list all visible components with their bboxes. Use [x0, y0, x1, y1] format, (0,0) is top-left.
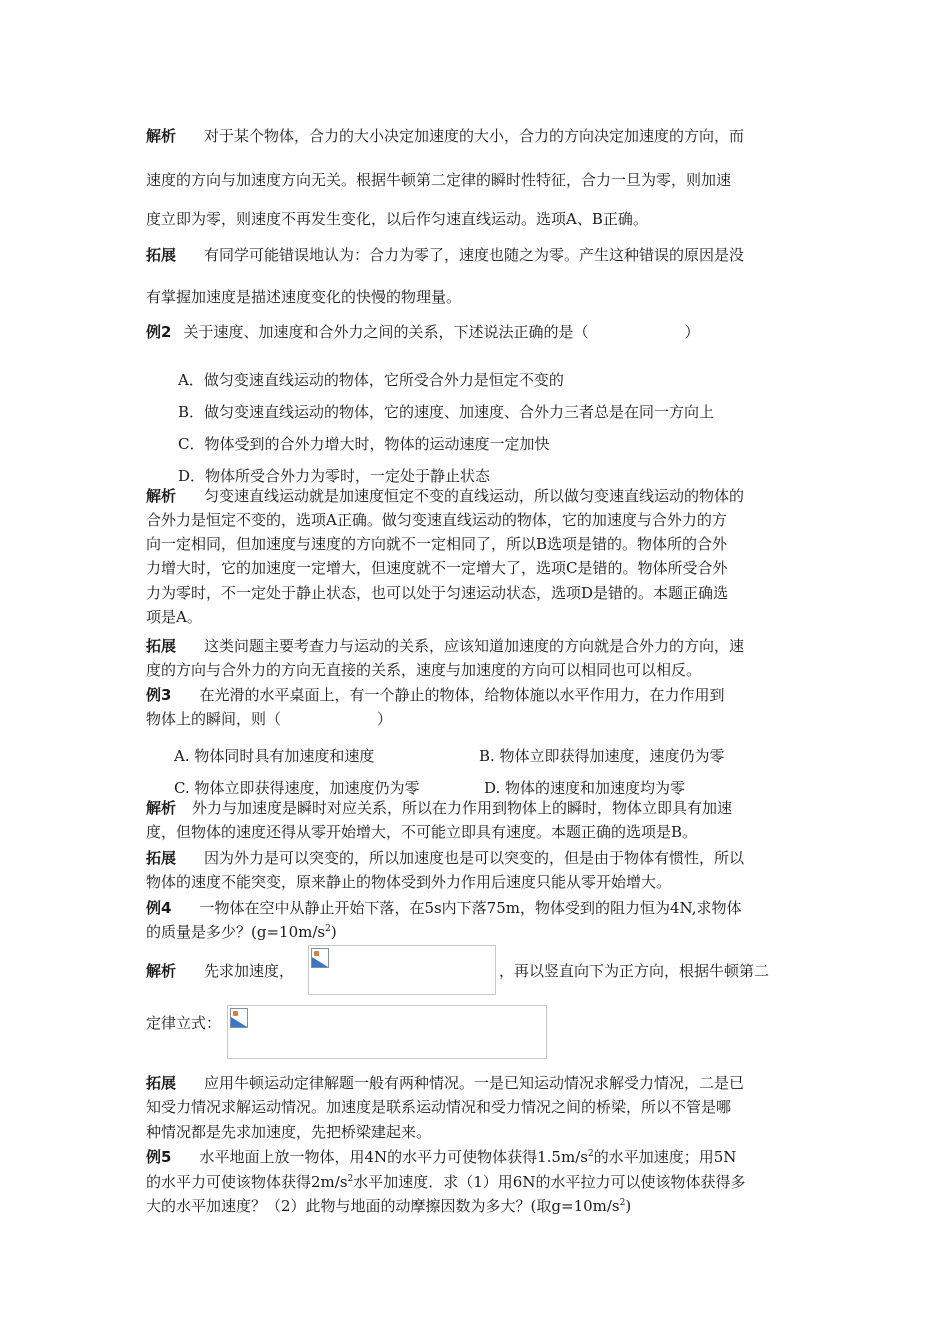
question-text: 水平地面上放一物体，用4N的水平力可使物体获得1.5m/s	[199, 1148, 588, 1166]
close-paren: ）	[377, 710, 393, 728]
example-label: 例4	[146, 899, 172, 917]
option-c: C. 物体立即获得速度，加速度仍为零	[174, 779, 420, 797]
question-line	[146, 1196, 631, 1216]
extension-label: 拓展	[146, 849, 177, 867]
question-text: 的水平力可使该物体获得2m/s	[146, 1173, 348, 1191]
example-label: 例5	[146, 1148, 172, 1166]
option-a: A. 物体同时具有加速度和速度	[174, 747, 375, 765]
question-line	[146, 1172, 745, 1192]
formula-image	[308, 945, 496, 995]
text-line: 速度的方向与加速度方向无关。根据牛顿第二定律的瞬时性特征，合力一旦为零，则加速	[146, 171, 732, 189]
analysis-paragraph-line	[146, 798, 732, 818]
text-line: 物体的速度不能突变，原来静止的物体受到外力作用后速度只能从零开始增大。	[146, 873, 672, 891]
text-line: ，再以竖直向下为正方向，根据牛顿第二	[499, 962, 770, 980]
text-line: 合外力是恒定不变的，选项A正确。做匀变速直线运动的物体，它的加速度与合外力的方	[146, 511, 727, 529]
text-line: 匀变速直线运动就是加速度恒定不变的直线运动，所以做匀变速直线运动的物体的	[204, 487, 745, 505]
question-text: )	[330, 923, 337, 941]
text-line: 有掌握加速度是描述速度变化的快慢的物理量。	[146, 288, 462, 306]
question-text: 水平加速度．求（1）用6N的水平拉力可以使该物体获得多	[353, 1173, 746, 1191]
broken-image-icon	[311, 948, 329, 968]
question-text: 在光滑的水平桌面上，有一个静止的物体，给物体施以水平作用力，在力作用到	[199, 686, 725, 704]
question-line	[146, 709, 392, 729]
superscript: 2	[587, 1149, 594, 1159]
extension-label: 拓展	[146, 1074, 177, 1092]
analysis-label: 解析	[146, 962, 177, 980]
example-2-question	[146, 322, 699, 342]
text-line: 知受力情况求解运动情况。加速度是联系运动情况和受力情况之间的桥梁，所以不管是哪	[146, 1098, 732, 1116]
option-c: C．物体受到的合外力增大时，物体的运动速度一定加快	[178, 435, 550, 453]
analysis-label: 解析	[146, 799, 177, 817]
close-paren: ）	[684, 323, 700, 341]
question-text: 的水平加速度；用5N	[593, 1148, 737, 1166]
text-line: 先求加速度，	[204, 962, 295, 980]
text-line: 对于某个物体，合力的大小决定加速度的大小，合力的方向决定加速度的方向，而	[204, 127, 745, 145]
text-line: 向一定相同，但加速度与速度的方向就不一定相同了，所以B选项是错的。物体所的合外	[146, 535, 728, 553]
superscript: 2	[619, 1198, 626, 1208]
option-b: B．做匀变速直线运动的物体，它的速度、加速度、合外力三者总是在同一方向上	[178, 403, 715, 421]
analysis-paragraph-line	[146, 961, 294, 981]
question-text: 关于速度、加速度和合外力之间的关系，下述说法正确的是（	[183, 323, 589, 341]
text-line: 有同学可能错误地认为：合力为零了，速度也随之为零。产生这种错误的原因是没	[204, 246, 745, 264]
question-line	[146, 922, 337, 942]
broken-image-icon	[230, 1008, 248, 1028]
text-line: 度，但物体的速度还得从零开始增大，不可能立即具有速度。本题正确的选项是B。	[146, 823, 698, 841]
text-line: 项是A。	[146, 608, 202, 626]
superscript: 2	[347, 1174, 354, 1184]
formula-image	[227, 1005, 547, 1059]
example-label: 例2	[146, 323, 172, 341]
option-a: A．做匀变速直线运动的物体，它所受合外力是恒定不变的	[178, 371, 564, 389]
example-5-question	[146, 1147, 736, 1167]
extension-paragraph-line	[146, 636, 744, 656]
extension-paragraph-line	[146, 245, 744, 265]
option-d: D. 物体的速度和加速度均为零	[484, 779, 686, 797]
text-line: 应用牛顿运动定律解题一般有两种情况。一是已知运动情况求解受力情况，二是已	[204, 1074, 745, 1092]
text-line: 这类问题主要考查力与运动的关系，应该知道加速度的方向就是合外力的方向，速	[204, 637, 745, 655]
example-4-question	[146, 898, 741, 918]
text-line: 因为外力是可以突变的，所以加速度也是可以突变的，但是由于物体有惯性，所以	[204, 849, 745, 867]
question-text: 一物体在空中从静止开始下落，在5s内下落75m，物体受到的阻力恒为4N,求物体	[199, 899, 742, 917]
extension-label: 拓展	[146, 246, 177, 264]
example-3-question	[146, 685, 724, 705]
superscript: 2	[325, 924, 331, 934]
analysis-label: 解析	[146, 127, 177, 145]
text-line: 度立即为零，则速度不再发生变化，以后作匀速直线运动。选项A、B正确。	[146, 210, 648, 228]
example-label: 例3	[146, 686, 172, 704]
text-line: 力增大时，它的加速度一定增大，但速度就不一定增大了，选项C是错的。物体所受合外	[146, 559, 728, 577]
text-line: 种情况都是先求加速度，先把桥梁建起来。	[146, 1123, 432, 1141]
analysis-label: 解析	[146, 487, 177, 505]
question-text: 大的水平加速度？（2）此物与地面的动摩擦因数为多大？(取g=10m/s	[146, 1197, 620, 1215]
extension-paragraph-line	[146, 848, 744, 868]
question-text: 物体上的瞬间，则（	[146, 710, 282, 728]
option-b: B. 物体立即获得加速度，速度仍为零	[479, 747, 725, 765]
question-text: 的质量是多少？(g=10m/s	[146, 923, 326, 941]
text-line: 力为零时，不一定处于静止状态，也可以处于匀速运动状态，选项D是错的。本题正确选	[146, 584, 729, 602]
extension-paragraph-line	[146, 1073, 744, 1093]
analysis-paragraph-line	[146, 126, 744, 146]
text-line: 外力与加速度是瞬时对应关系，所以在力作用到物体上的瞬时，物体立即具有加速	[192, 799, 733, 817]
option-d: D．物体所受合外力为零时，一定处于静止状态	[178, 467, 491, 485]
text-line: 度的方向与合外力的方向无直接的关系，速度与加速度的方向可以相同也可以相反。	[146, 661, 702, 679]
question-text: )	[625, 1197, 632, 1215]
extension-label: 拓展	[146, 637, 177, 655]
text-line: 定律立式：	[146, 1014, 222, 1032]
analysis-paragraph-line	[146, 486, 744, 506]
